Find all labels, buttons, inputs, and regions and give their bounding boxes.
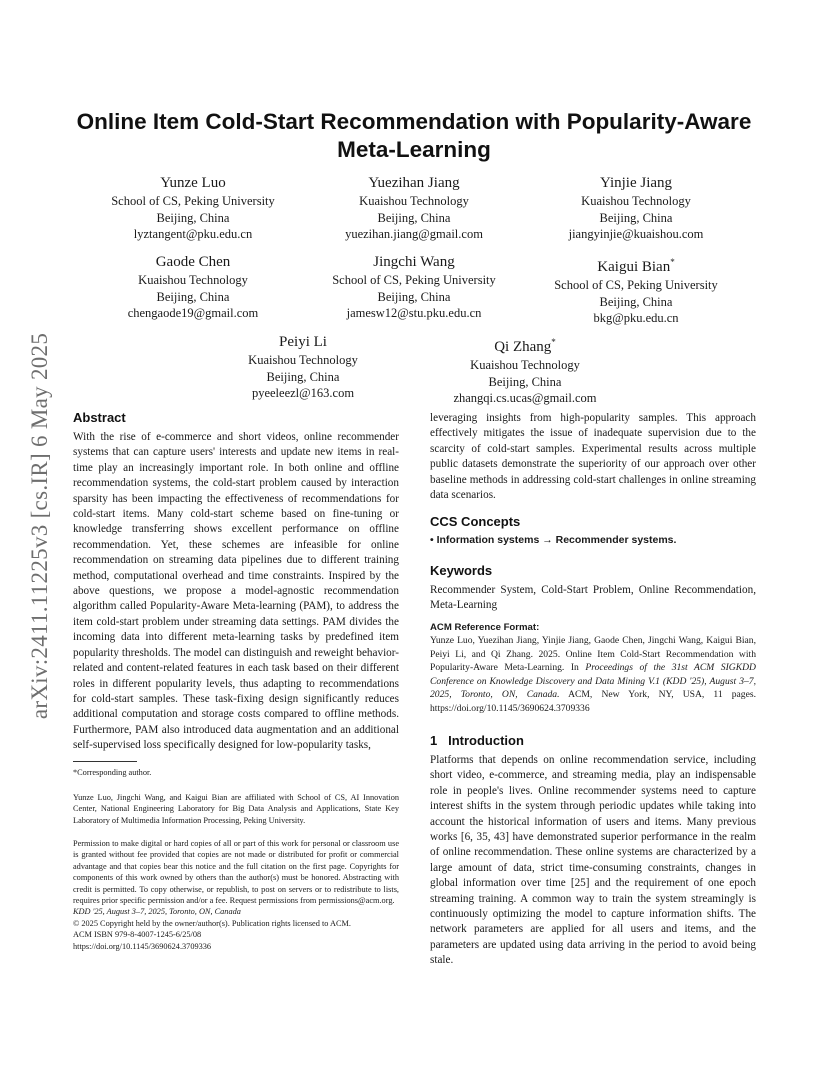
section-title: Introduction [448, 733, 524, 748]
author-location: Beijing, China [599, 210, 673, 225]
author-block [78, 175, 308, 243]
author-block [521, 175, 751, 243]
acm-ref-text [430, 634, 756, 716]
author-affiliation: Kuaishou Technology [138, 273, 248, 287]
author-email[interactable]: lyztangent@pku.edu.cn [133, 227, 253, 241]
author-email[interactable]: chengaode19@gmail.com [127, 306, 259, 320]
doi-link[interactable]: https://doi.org/10.1145/3690624.3709336 [73, 941, 212, 951]
paper-title: Online Item Cold-Start Recommendation with Popularity-Aware Meta-Learning [76, 109, 752, 162]
author-block [410, 334, 640, 407]
author-affiliation: School of CS, Peking University [332, 273, 496, 287]
acm-ref-venue: Proceedings of the 31st ACM SIGKDD Conference on Knowledge Discovery and Data Mining V.1 (KDD '25), August 3–7, 2025, Toronto, ON, Canada. [430, 662, 756, 701]
footnote-rule [73, 761, 137, 762]
author-name: Yinjie Jiang [599, 175, 673, 191]
author-name [521, 254, 751, 276]
arxiv-id-text: arXiv:2411.11225v3 [cs.IR] 6 May 2025 [27, 332, 52, 720]
abstract-heading: Abstract [73, 410, 126, 425]
author-location: Beijing, China [599, 294, 673, 309]
affiliation-footnote: Yunze Luo, Jingchi Wang, and Kaigui Bian are affiliated with School of CS, AI Innovation Center, National Engineering Laboratory for Big Data Analysis and Applications, State Key Laboratory of Multimedia Information Processing, Peking University. [73, 793, 399, 825]
author-name [410, 334, 640, 356]
author-affiliation: Kuaishou Technology [581, 194, 691, 208]
author-location: Beijing, China [156, 289, 230, 304]
corresponding-mark: * [670, 257, 675, 267]
keywords-heading: Keywords [430, 563, 493, 578]
abstract-continued: leveraging insights from high-popularity samples. This approach effectively mitigates the issue of inadequate supervision due to the scarcity of cold-start samples. Experimental results across multiple public datasets demonstrate the superiority of our approach over other baseline methods in addressing cold-start challenges in online streaming data scenarios. [430, 412, 756, 502]
arxiv-identifier [10, 296, 70, 756]
author-name: Yunze Luo [160, 175, 226, 191]
acm-ref-tail: ACM, New York, NY, USA, 11 pages. https://doi.org/10.1145/3690624.3709336 [430, 689, 756, 714]
author-location: Beijing, China [377, 210, 451, 225]
author-name: Gaode Chen [155, 254, 231, 270]
author-block [299, 254, 529, 322]
author-email[interactable]: jiangyinjie@kuaishou.com [568, 227, 704, 241]
author-block [299, 175, 529, 243]
abstract-text: With the rise of e-commerce and short videos, online recommender systems that can capture users' interests and update new items in real-time play an increasingly important role. In both online and offline recommendation systems, the cold-start problem caused by interaction sparsity has been impacting the effectiveness of recommendations for cold-start items. Many cold-start scheme based on fine-tuning or knowledge transferring shows excellent performance on offline recommendation. Yet, these schemes are infeasible for online recommendation on streaming data pipelines due to different training method, computational overhead and time constraints. Inspired by the above questions, we propose a model-agnostic recommendation algorithm called Popularity-Aware Meta-learning (PAM), to address the item cold-start problem under streaming data settings. PAM divides the incoming data into different meta-learning tasks by predefined item popularity thresholds. The model can distinguish and reweight behavior-related and content-related features in each task based on their different roles in different popularity levels, thus adapting to recommendations for cold-start samples. These task-fixing design significantly reduces additional computation and storage costs compared to offline methods. Furthermore, PAM also introduced data augmentation and an additional self-supervised loss specifically designed for low-popularity tasks, [73, 431, 399, 752]
author-email[interactable]: jamesw12@stu.pku.edu.cn [346, 306, 482, 320]
author-name: Jingchi Wang [373, 254, 455, 270]
conference-line [73, 906, 399, 917]
corresponding-mark: * [551, 337, 556, 347]
ccs-concepts: • Information systems → Recommender systems. [430, 534, 677, 546]
ccs-heading: CCS Concepts [430, 514, 521, 529]
keywords-text: Recommender System, Cold-Start Problem, Online Recommendation, Meta-Learning [430, 584, 756, 612]
author-block [521, 254, 751, 327]
author-affiliation: School of CS, Peking University [111, 194, 275, 208]
author-affiliation: Kuaishou Technology [248, 353, 358, 367]
permission-text: Permission to make digital or hard copies of all or part of this work for personal or classroom use is granted without fee provided that copies are not made or distributed for profit or commercial advantage and that copies bear this notice and the full citation on the first page. Copyrights for components of this work owned by others than the author(s) must be honored. Abstracting with credit is permitted. To copy otherwise, or republish, to post on servers or to redistribute to lists, requires prior specific permission and/or a fee. Request permissions from permissions@acm.org. [73, 839, 399, 906]
author-name: Yuezihan Jiang [368, 175, 460, 191]
author-affiliation: Kuaishou Technology [470, 358, 580, 372]
acm-ref-heading: ACM Reference Format: [430, 622, 540, 633]
author-email[interactable]: yuezihan.jiang@gmail.com [345, 227, 483, 241]
intro-text: Platforms that depends on online recommendation service, including short video, e-commerce, and streaming media, play an indispensable role in people's lives. Online recommender systems need to capture interest shifts in the system through periodic updates while taking into account the historical information of users and items. Many previous works [6, 35, 43] have demonstrated superior performance in the realm of online recommendation. These online systems are characterized by a large amount of data, strict time-consuming constraints, changes in global information over time [25] and the requirement of one epoch streaming training. A common way to train the system streamingly is continuously optimizing the model to capture information shifts. The network parameters are applied for all users and items, and the parameters are updated using data arriving in the period to avoid being stale. [430, 754, 756, 967]
conference-text: KDD '25, August 3–7, 2025, Toronto, ON, Canada [73, 907, 241, 917]
intro-heading [430, 733, 756, 748]
isbn-line: ACM ISBN 979-8-4007-1245-6/25/08 [73, 930, 202, 940]
copyright-line: © 2025 Copyright held by the owner/author(s). Publication rights licensed to ACM. [73, 918, 351, 928]
corresponding-footnote: *Corresponding author. [73, 768, 152, 777]
author-email[interactable]: bkg@pku.edu.cn [593, 311, 679, 325]
author-affiliation: Kuaishou Technology [359, 194, 469, 208]
author-location: Beijing, China [488, 374, 562, 389]
author-location: Beijing, China [377, 289, 451, 304]
author-affiliation: School of CS, Peking University [554, 278, 718, 292]
author-name-text: Qi Zhang [494, 339, 552, 355]
author-location: Beijing, China [156, 210, 230, 225]
acm-ref-authors: Yunze Luo, Yuezihan Jiang, Yinjie Jiang, Gaode Chen, Jingchi Wang, Kaigui Bian, Peiyi Li, and Qi Zhang. 2025. Online Item Cold-Start Recommendation with Popularity-Aware Meta-Learning. In [430, 635, 756, 674]
author-block [78, 254, 308, 322]
author-location: Beijing, China [266, 369, 340, 384]
permission-notice [73, 838, 399, 952]
author-name-text: Kaigui Bian [597, 259, 671, 275]
section-number: 1 [430, 733, 438, 748]
author-email[interactable]: pyeeleezl@163.com [251, 386, 355, 400]
author-block [188, 334, 418, 402]
author-email[interactable]: zhangqi.cs.ucas@gmail.com [453, 391, 597, 405]
author-name: Peiyi Li [279, 334, 327, 350]
